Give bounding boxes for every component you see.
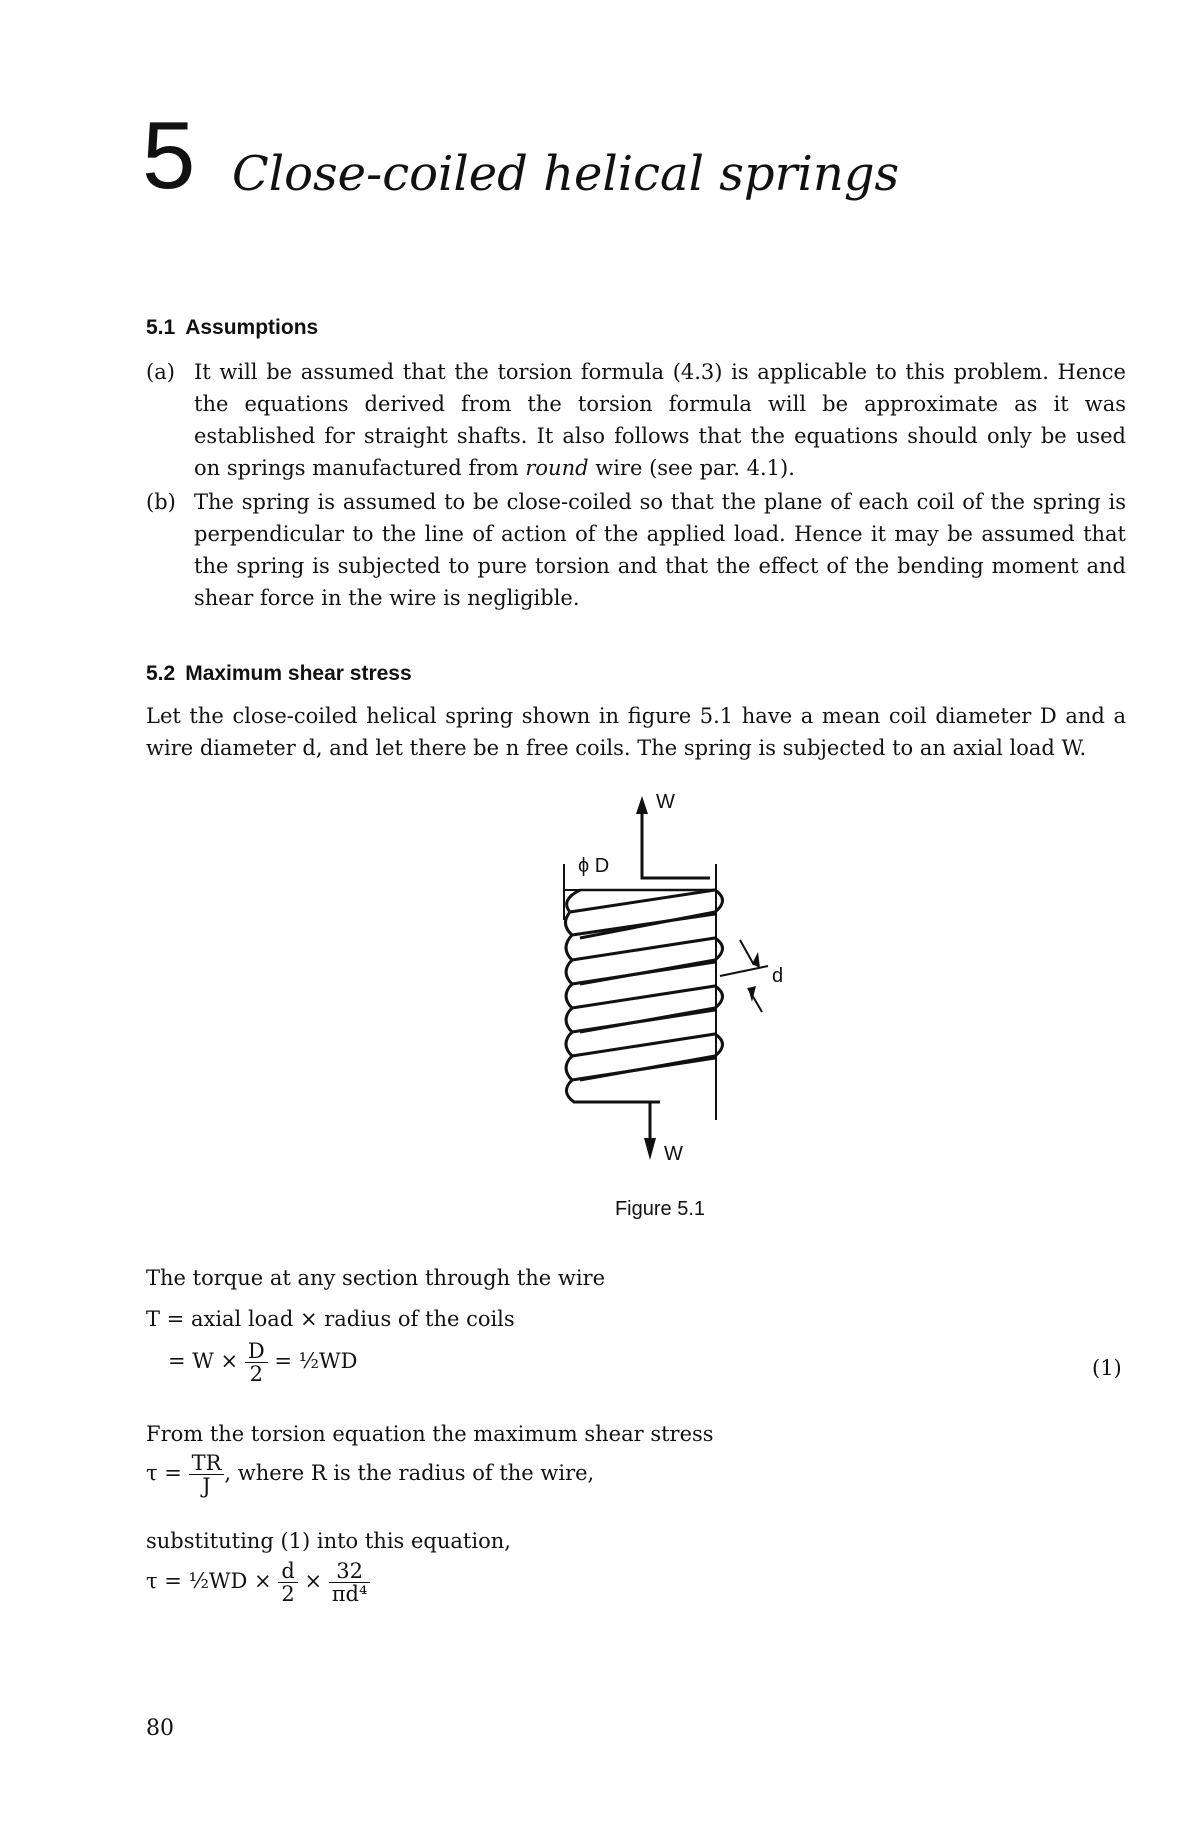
tau-numerator: TR [189,1452,225,1475]
chapter-title: Close-coiled helical springs [232,146,900,202]
assumption-item-a [146,356,1126,484]
assumption-item-b [146,486,1126,614]
substitution-intro: substituting (1) into this equation, [146,1529,511,1553]
load-arrow-top-head [636,796,648,814]
item-text: It will be assumed that the torsion formula (4.3) is applicable to this problem. Hence the equations derived from the torsion formula will be approximate as it was established for straight shafts. It also follows that the equations should only be used on springs manufactured from round wire (see par. 4.1). [194,360,1126,480]
spring-figure [540,790,800,1190]
section-title: Maximum shear stress [185,662,412,685]
torque-equation: T = axial load × radius of the coils [146,1307,515,1331]
item-text: The spring is assumed to be close-coiled so that the plane of each coil of the spring is perpendicular to the line of action of the applied load. Hence it may be assumed that the spring is subjected to pure torsion and that the effect of the bending moment and shear force in the wire is negligible. [194,490,1126,610]
tau-denominator: J [202,1474,211,1499]
emphasis-round: round [525,456,589,480]
eq2-denominator: 2 [249,1362,263,1387]
label-load-bottom: W [664,1143,683,1165]
section-intro-paragraph: Let the close-coiled helical spring shown in figure 5.1 have a mean coil diameter D and a wire diameter d, and let there be n free coils. The spring is subjected to an axial load W. [146,704,1126,760]
item-label: (a) [146,360,175,384]
load-arrow-bottom-head [644,1138,656,1160]
label-wire-diameter: d [772,965,784,987]
torque-intro: The torque at any section through the wire [146,1266,606,1290]
spring-top-lead [642,870,710,878]
torque-equation-2: = W × $\frac{D}{2}$ = ½WD [168,1339,358,1387]
label-load-top: W [656,791,675,813]
page-number: 80 [146,1716,174,1741]
spring-coils [565,890,722,1102]
item-label: (b) [146,490,176,514]
eq2-numerator: D [245,1340,268,1363]
equation-number-1: (1) [1092,1356,1122,1380]
section-number: 5.2 [146,662,176,685]
section-title: Assumptions [185,316,319,339]
chapter-number: 5 [142,102,196,209]
tau-equation: τ = $\frac{TR}{J}$ , where R is the radius of the wire, [146,1451,595,1499]
section-number: 5.1 [146,316,176,339]
wire-dim-line-top [740,940,754,965]
substitution-equation: τ = ½WD × $\frac{d}{2}$ × $\frac{32}{\text{πd⁴}}$ [146,1560,370,1605]
section-heading-max-shear [146,662,412,686]
label-mean-diameter: ϕ D [578,855,610,877]
section-heading-assumptions [146,316,318,340]
figure-caption: Figure 5.1 [614,1198,706,1220]
shear-intro: From the torsion equation the maximum shear stress [146,1422,714,1446]
